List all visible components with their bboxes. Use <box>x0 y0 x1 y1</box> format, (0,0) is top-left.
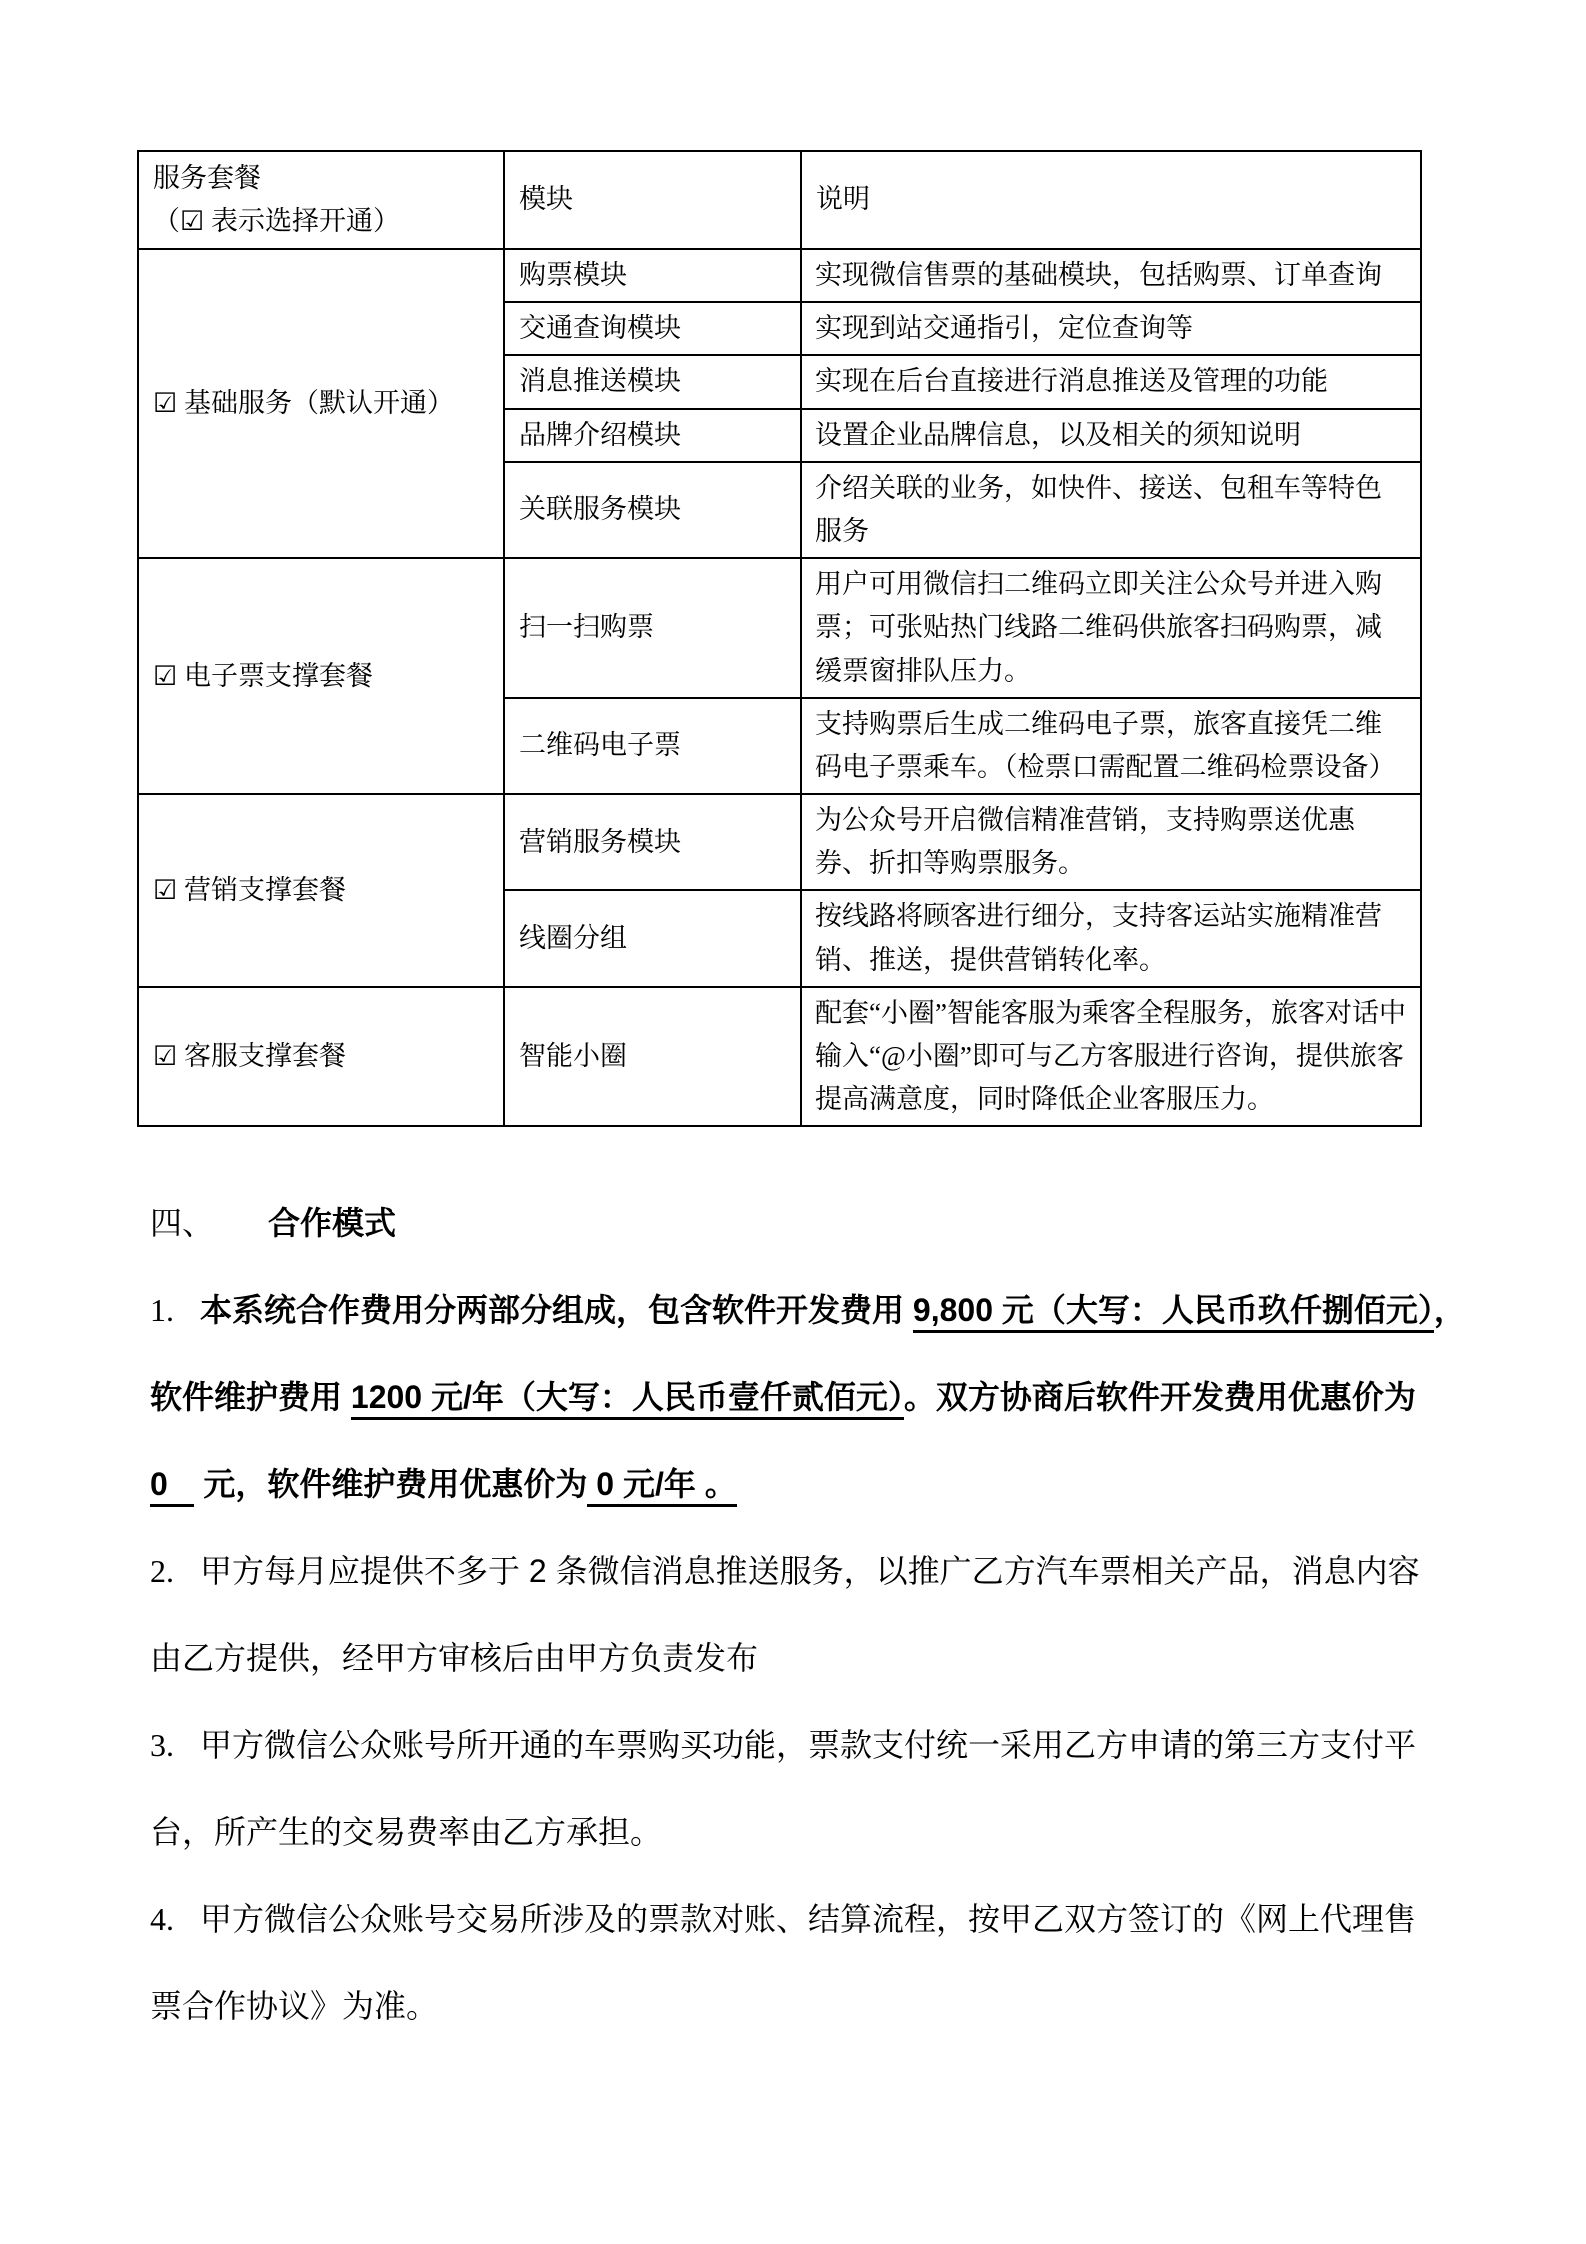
item-text: 软件维护费用 <box>150 1379 351 1416</box>
package-cell <box>138 794 504 987</box>
description-cell: 配套“小圈”智能客服为乘客全程服务，旅客对话中输入“@小圈”即可与乙方客服进行咨询，提供旅客提高满意度，同时降低企业客服压力。 <box>801 987 1421 1127</box>
item-number: 2. <box>150 1553 174 1590</box>
description-cell: 用户可用微信扫二维码立即关注公众号并进入购票；可张贴热门线路二维码供旅客扫码购票，减缓票窗排队压力。 <box>801 558 1421 698</box>
underlined-value: 0 <box>150 1466 194 1507</box>
package-cell <box>138 987 504 1127</box>
module-cell: 二维码电子票 <box>504 698 801 794</box>
section-number: 四、 <box>150 1205 215 1241</box>
module-cell: 智能小圈 <box>504 987 801 1127</box>
module-cell: 品牌介绍模块 <box>504 409 801 462</box>
module-cell: 购票模块 <box>504 249 801 302</box>
item-text: 甲方微信公众账号所开通的车票购买功能，票款支付统一采用乙方申请的第三方支付平 <box>200 1727 1417 1764</box>
header-description-cell: 说明 <box>801 151 1421 249</box>
description-cell: 支持购票后生成二维码电子票，旅客直接凭二维码电子票乘车。（检票口需配置二维码检票设备） <box>801 698 1421 794</box>
package-label: 基础服务（默认开通） <box>177 387 454 418</box>
item-text: 票合作协议》为准。 <box>150 1988 439 2025</box>
item-text: 。双方协商后软件开发费用优惠价为 <box>903 1379 1416 1416</box>
item-number: 1. <box>150 1292 174 1329</box>
header-module-cell: 模块 <box>504 151 801 249</box>
item-text: ， <box>1433 1292 1466 1329</box>
underlined-value: 1200 元/年（大写：人民币壹仟贰佰元） <box>351 1379 904 1420</box>
header-package-line2: （☑ 表示选择开通） <box>153 206 400 236</box>
underlined-value: 9,800 元（大写：人民币玖仟捌佰元） <box>913 1292 1434 1333</box>
cooperation-mode-section <box>150 1180 1540 2050</box>
module-cell: 线圈分组 <box>504 890 801 986</box>
header-package-cell <box>138 151 504 249</box>
table-row <box>138 558 1421 698</box>
description-cell: 实现在后台直接进行消息推送及管理的功能 <box>801 355 1421 408</box>
module-cell: 关联服务模块 <box>504 462 801 558</box>
list-item <box>150 1876 1540 2050</box>
item-text: 本系统合作费用分两部分组成，包含软件开发费用 <box>200 1292 913 1329</box>
description-cell: 设置企业品牌信息，以及相关的须知说明 <box>801 409 1421 462</box>
description-cell: 为公众号开启微信精准营销，支持购票送优惠券、折扣等购票服务。 <box>801 794 1421 890</box>
header-package-line1: 服务套餐 <box>153 162 261 193</box>
item-text: 台，所产生的交易费率由乙方承担。 <box>150 1814 663 1851</box>
module-cell: 交通查询模块 <box>504 302 801 355</box>
description-cell: 实现微信售票的基础模块，包括购票、订单查询 <box>801 249 1421 302</box>
table-header-row <box>138 151 1421 249</box>
checkbox-checked-icon: ☑ <box>153 660 178 691</box>
list-item <box>150 1702 1540 1876</box>
underlined-value: 0 元/年 。 <box>587 1466 736 1507</box>
item-text: 元，软件维护费用优惠价为 <box>194 1466 588 1503</box>
service-package-table <box>137 150 1422 1127</box>
package-label: 电子票支撑套餐 <box>177 660 373 691</box>
package-label: 客服支撑套餐 <box>177 1041 346 1071</box>
package-cell <box>138 249 504 558</box>
section-heading <box>150 1180 1540 1267</box>
list-item <box>150 1528 1540 1702</box>
module-cell: 扫一扫购票 <box>504 558 801 698</box>
table-row <box>138 249 1421 302</box>
section-title: 合作模式 <box>268 1205 397 1241</box>
module-cell: 消息推送模块 <box>504 355 801 408</box>
description-cell: 实现到站交通指引，定位查询等 <box>801 302 1421 355</box>
package-label: 营销支撑套餐 <box>177 874 346 905</box>
table-row <box>138 794 1421 890</box>
section-items <box>150 1267 1540 2050</box>
checkbox-checked-icon: ☑ <box>153 387 178 418</box>
item-text: 由乙方提供，经甲方审核后由甲方负责发布 <box>150 1640 759 1677</box>
package-cell <box>138 558 504 794</box>
checkbox-checked-icon: ☑ <box>153 874 178 905</box>
item-text: 甲方微信公众账号交易所涉及的票款对账、结算流程，按甲乙双方签订的《网上代理售 <box>200 1901 1417 1938</box>
description-cell: 介绍关联的业务，如快件、接送、包租车等特色服务 <box>801 462 1421 558</box>
item-number: 4. <box>150 1901 174 1938</box>
description-cell: 按线路将顾客进行细分，支持客运站实施精准营销、推送，提供营销转化率。 <box>801 890 1421 986</box>
checkbox-checked-icon: ☑ <box>153 1041 178 1071</box>
item-text: 甲方每月应提供不多于 2 条微信消息推送服务，以推广乙方汽车票相关产品，消息内容 <box>200 1553 1420 1590</box>
module-cell: 营销服务模块 <box>504 794 801 890</box>
list-item <box>150 1267 1540 1528</box>
table-row <box>138 987 1421 1127</box>
item-number: 3. <box>150 1727 174 1764</box>
